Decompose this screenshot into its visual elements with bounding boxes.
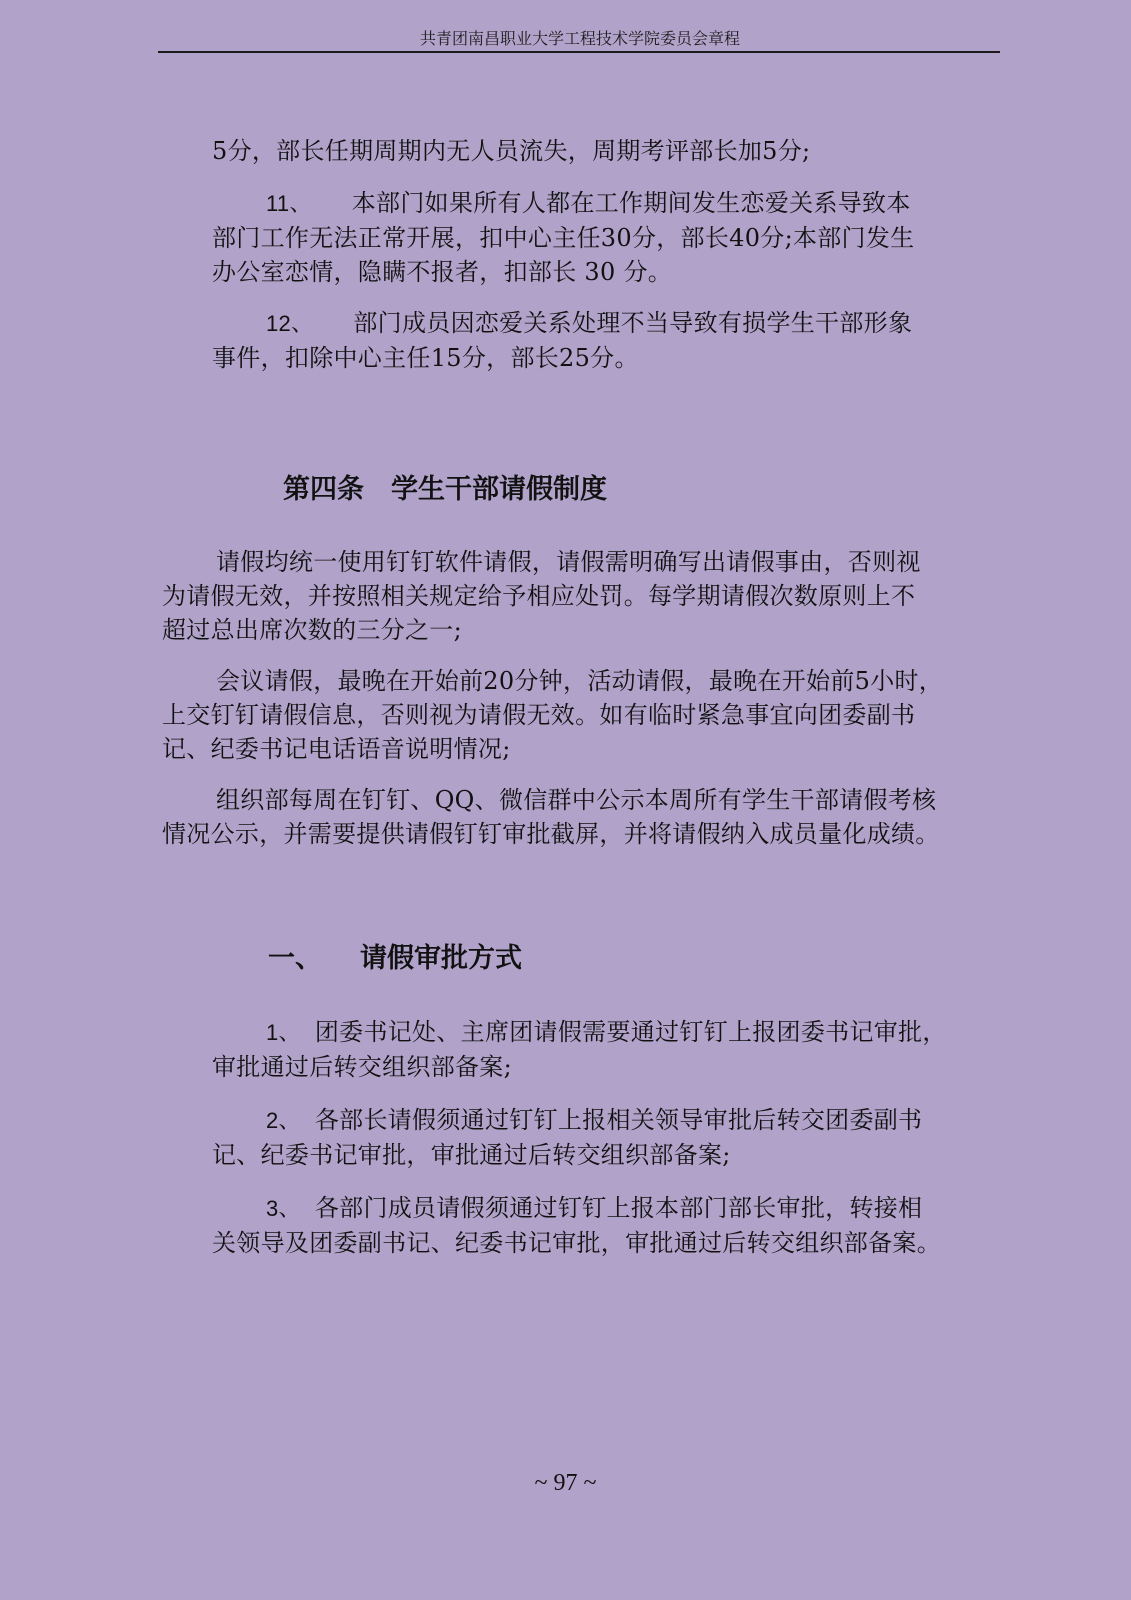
paragraph-score-5 [212,134,810,168]
text-line: 请假均统一使用钉钉软件请假，请假需明确写出请假事由，否则视 [216,548,921,576]
text-line [212,306,912,341]
article-heading: 第四条 学生干部请假制度 [283,474,607,505]
text-line: 事件，扣除中心主任15分，部长25分。 [212,344,639,372]
text-line: 部门工作无法正常开展，扣中心主任30分，部长40分;本部门发生 [212,224,915,252]
text-line: 上交钉钉请假信息，否则视为请假无效。如有临时紧急事宜向团委副书 [162,701,916,729]
text-line: 会议请假，最晚在开始前20分钟，活动请假，最晚在开始前5小时， [216,667,944,695]
section-number: 一、 [268,943,322,974]
text-line: 记、纪委书记电话语音说明情况; [162,735,511,763]
text-line: 情况公示，并需要提供请假钉钉审批截屏，并将请假纳入成员量化成绩。 [162,820,940,848]
item-number: 12、 [266,311,314,336]
paragraph-approval-2 [212,1103,922,1172]
item-number: 11、 [266,191,312,216]
text-line [212,186,914,221]
text-segment: 部门成员因恋爱关系处理不当导致有损学生干部形象 [353,309,913,337]
text-segment: 团委书记处、主席团请假需要通过钉钉上报团委书记审批， [314,1018,947,1046]
text-segment: 各部门成员请假须通过钉钉上报本部门部长审批，转接相 [314,1194,923,1222]
text-line: 审批通过后转交组织部备案; [212,1053,512,1081]
section-heading [268,936,522,975]
text-segment: 本部门如果所有人都在工作期间发生恋爱关系导致本 [351,189,911,217]
paragraph-approval-1 [212,1015,947,1084]
paragraph-leave-deadline [162,664,943,766]
paragraph-item-11 [212,186,914,289]
paragraph-item-12 [212,306,912,375]
header-divider [158,51,1000,53]
paragraph-approval-3 [212,1191,941,1260]
text-line: 记、纪委书记审批，审批通过后转交组织部备案; [212,1141,731,1169]
text-line: 超过总出席次数的三分之一; [162,616,462,644]
paragraph-leave-policy [162,545,921,647]
item-number: 3、 [266,1196,301,1221]
page-number: ~ 97 ~ [534,1470,597,1496]
text-line: 为请假无效，并按照相关规定给予相应处罚。每学期请假次数原则上不 [162,582,916,610]
text-line [212,1191,941,1226]
item-number: 2、 [266,1108,301,1133]
text-line [212,1015,947,1050]
text-line: 5分，部长任期周期内无人员流失，周期考评部长加5分; [212,137,811,165]
item-number: 1、 [266,1020,301,1045]
section-title: 请假审批方式 [360,943,522,974]
text-line: 组织部每周在钉钉、QQ、微信群中公示本周所有学生干部请假考核 [216,786,937,814]
paragraph-leave-publication [162,783,940,851]
text-line: 关领导及团委副书记、纪委书记审批，审批通过后转交组织部备案。 [212,1229,941,1257]
running-header: 共青团南昌职业大学工程技术学院委员会章程 [419,29,740,48]
text-segment: 各部长请假须通过钉钉上报相关领导审批后转交团委副书 [314,1106,923,1134]
text-line: 办公室恋情，隐瞒不报者，扣部长 30 分。 [212,258,673,286]
text-line [212,1103,922,1138]
